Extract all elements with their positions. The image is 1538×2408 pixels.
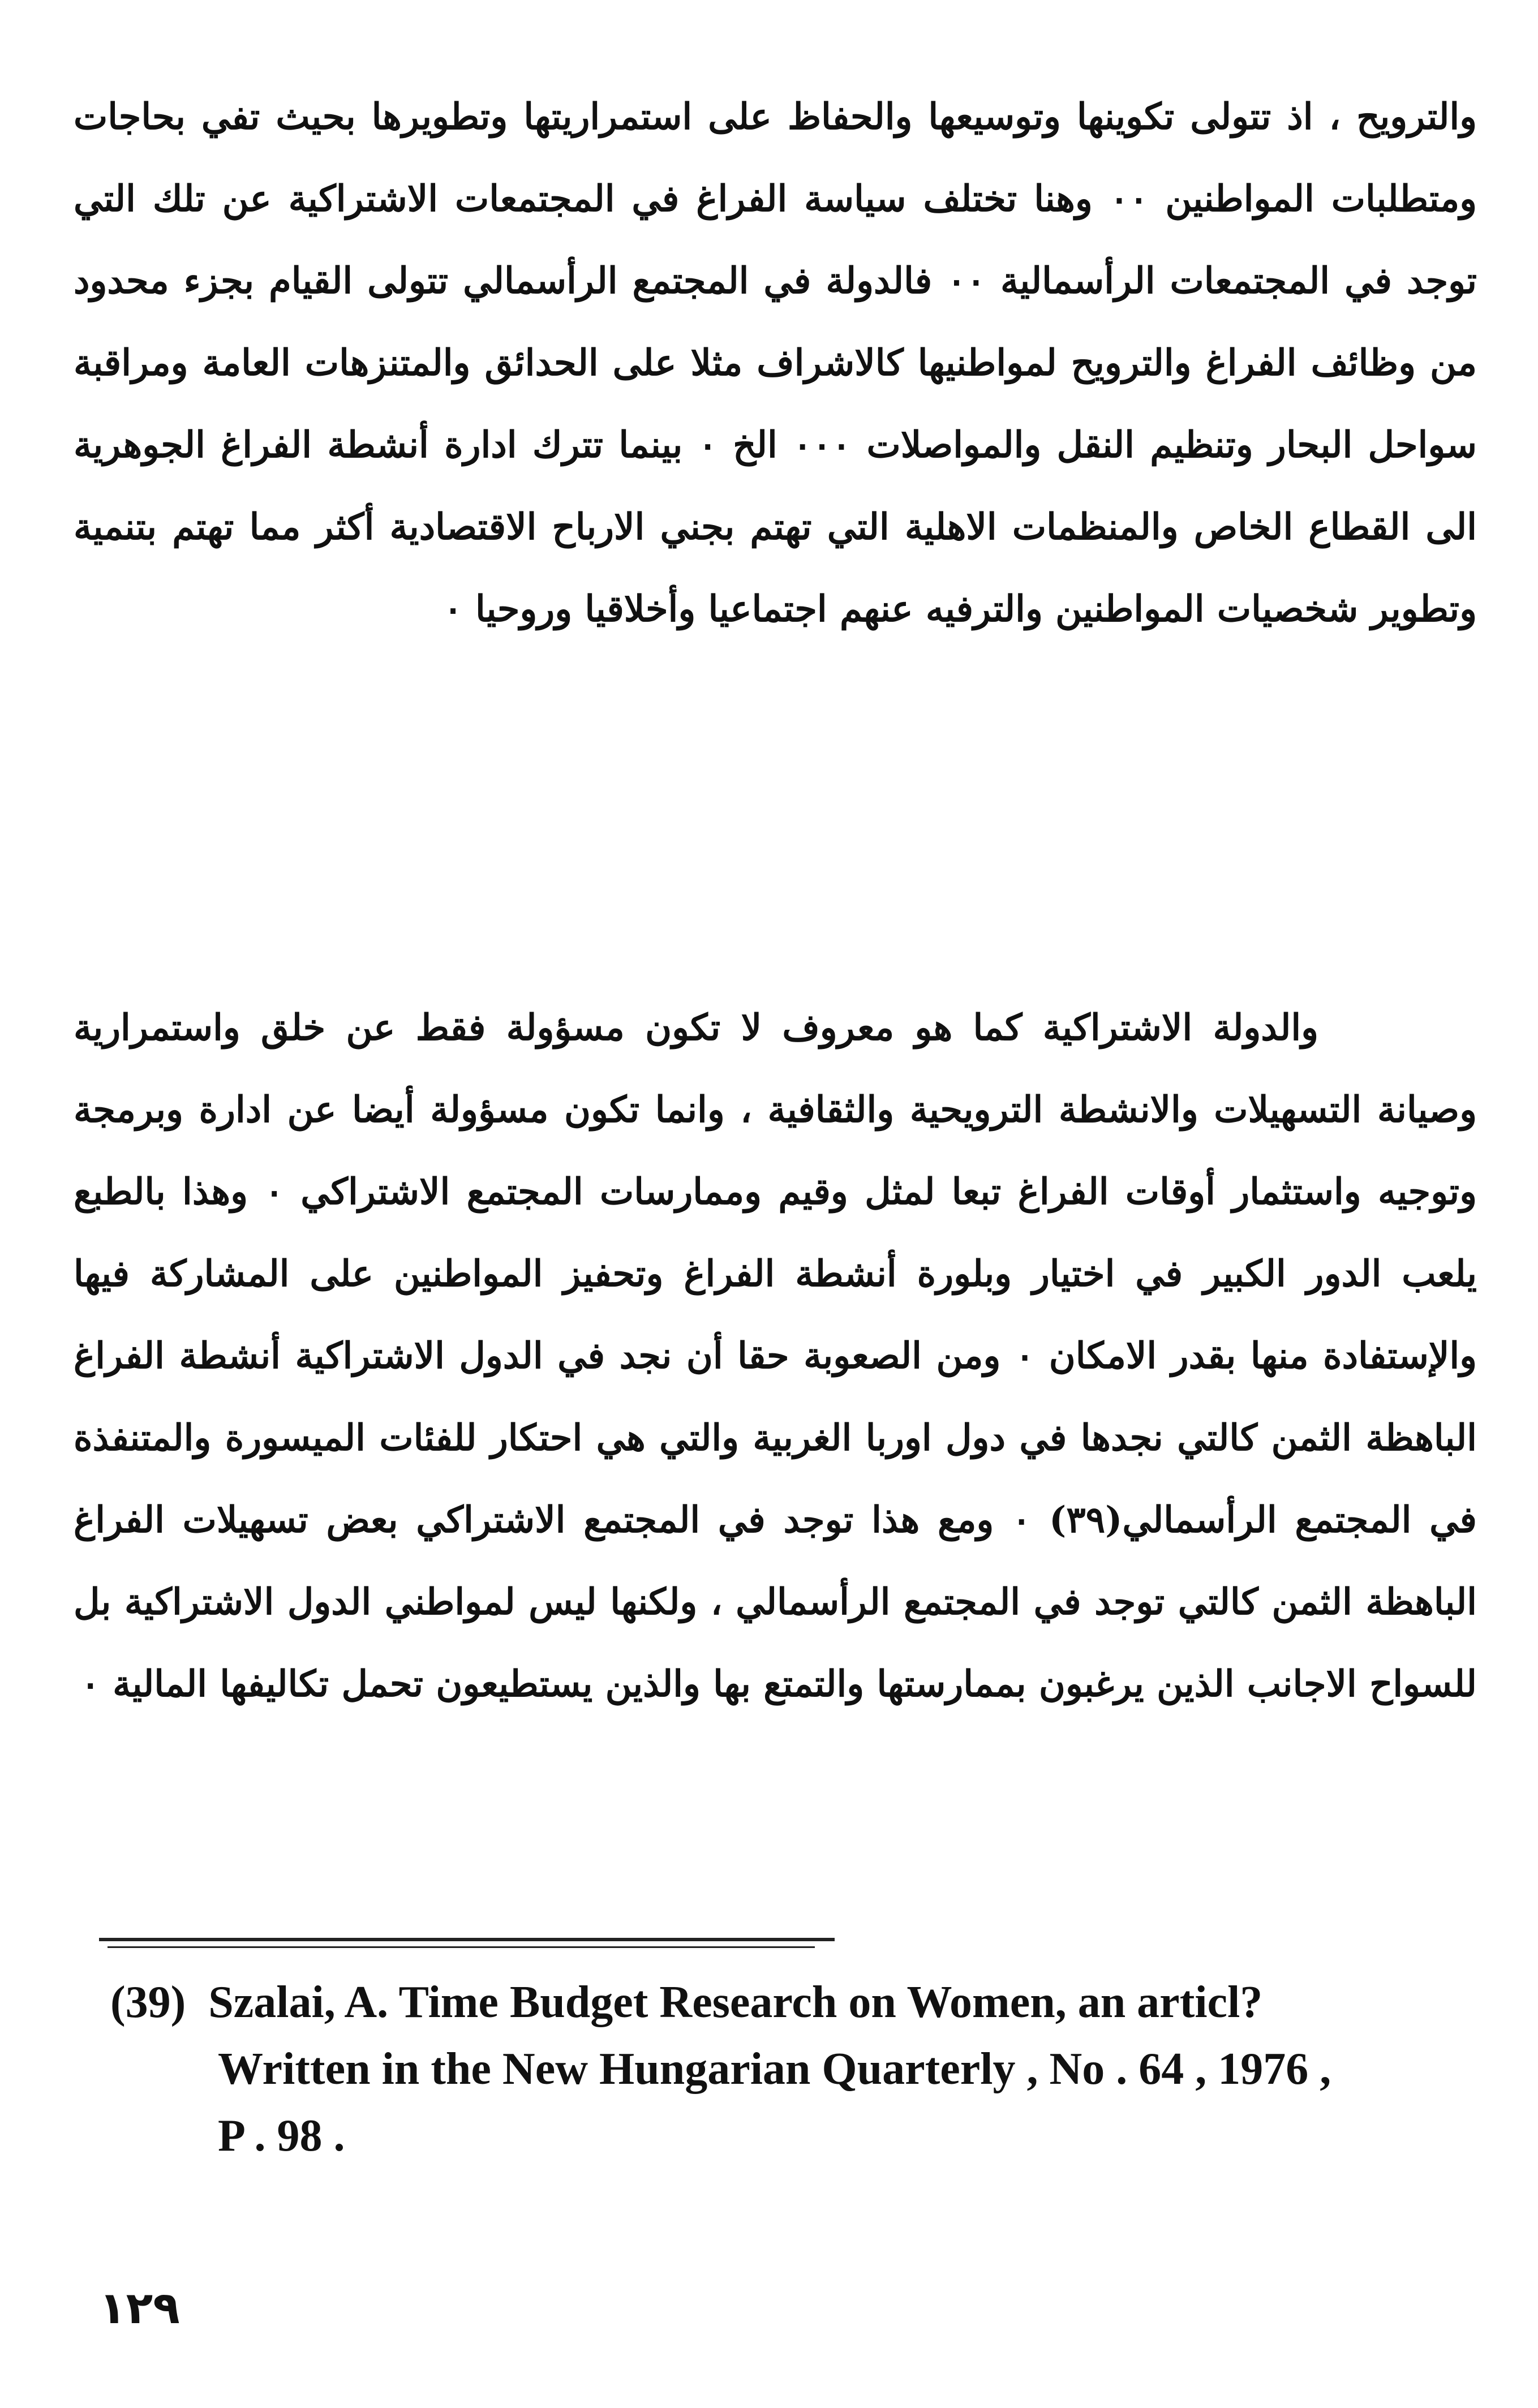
body-paragraph-1: والترويح ، اذ تتولى تكوينها وتوسيعها والحفاظ على استمراريتها وتطويرها بحيث تفي بحاجات ومتطلبات المواطنين ٠٠ وهنا تختلف سياسة الفراغ في المجتمعات الاشتراكية عن تلك التي توجد في المجتمعات الرأسمالية ٠٠ فالدولة في المجتمع الرأسمالي تتولى القيام بجزء محدود من وظائف الفراغ والترويح لمواطنيها كالاشراف مثلا على الحدائق والمتنزهات العامة ومراقبة سواحل البحار وتنظيم النقل والمواصلات ٠٠٠ الخ ٠ بينما تترك ادارة أنشطة الفراغ الجوهرية الى القطاع الخاص والمنظمات الاهلية التي تهتم بجني الارباح الاقتصادية أكثر مما تهتم بتنمية وتطوير شخصيات المواطنين والترفيه عنهم اجتماعيا وأخلاقيا وروحيا ٠ <box>74 96 1477 630</box>
page-number: ١٢٩ <box>99 2283 180 2334</box>
body-paragraph-2 <box>74 987 1477 1725</box>
footnote-number: (39) <box>110 1977 186 2027</box>
footnote-line-1 <box>110 1969 1468 2036</box>
footnote-separator-rule <box>99 1938 835 1941</box>
body-paragraph-2-text: والدولة الاشتراكية كما هو معروف لا تكون مسؤولة فقط عن خلق واستمرارية وصيانة التسهيلات والانشطة الترويحية والثقافية ، وانما تكون مسؤولة أيضا عن ادارة وبرمجة وتوجيه واستثمار أوقات الفراغ تبعا لمثل وقيم وممارسات المجتمع الاشتراكي ٠ وهذا بالطبع يلعب الدور الكبير في اختيار وبلورة أنشطة الفراغ وتحفيز المواطنين على المشاركة فيها والإستفادة منها بقدر الامكان ٠ ومن الصعوبة حقا أن نجد في الدول الاشتراكية أنشطة الفراغ الباهظة الثمن كالتي نجدها في دول اوربا الغربية والتي هي احتكار للفئات الميسورة والمتنفذة في المجتمع الرأسمالي(٣٩) ٠ ومع هذا توجد في المجتمع الاشتراكي بعض تسهيلات الفراغ الباهظة الثمن كالتي توجد في المجتمع الرأسمالي ، ولكنها ليس لمواطني الدول الاشتراكية بل للسواح الاجانب الذين يرغبون بممارستها والتمتع بها والذين يستطيعون تحمل تكاليفها المالية ٠ <box>74 1007 1477 1705</box>
footnote-text-line-1: Szalai, A. Time Budget Research on Women, an articl? <box>208 1977 1263 2027</box>
footnote-text-line-2: Written in the New Hungarian Quarterly , No . 64 , 1976 , <box>218 2044 1331 2094</box>
footnote <box>110 1969 1468 2169</box>
footnote-text-line-3: P . 98 . <box>218 2111 345 2161</box>
footnote-separator-rule-inner <box>108 1946 815 1948</box>
